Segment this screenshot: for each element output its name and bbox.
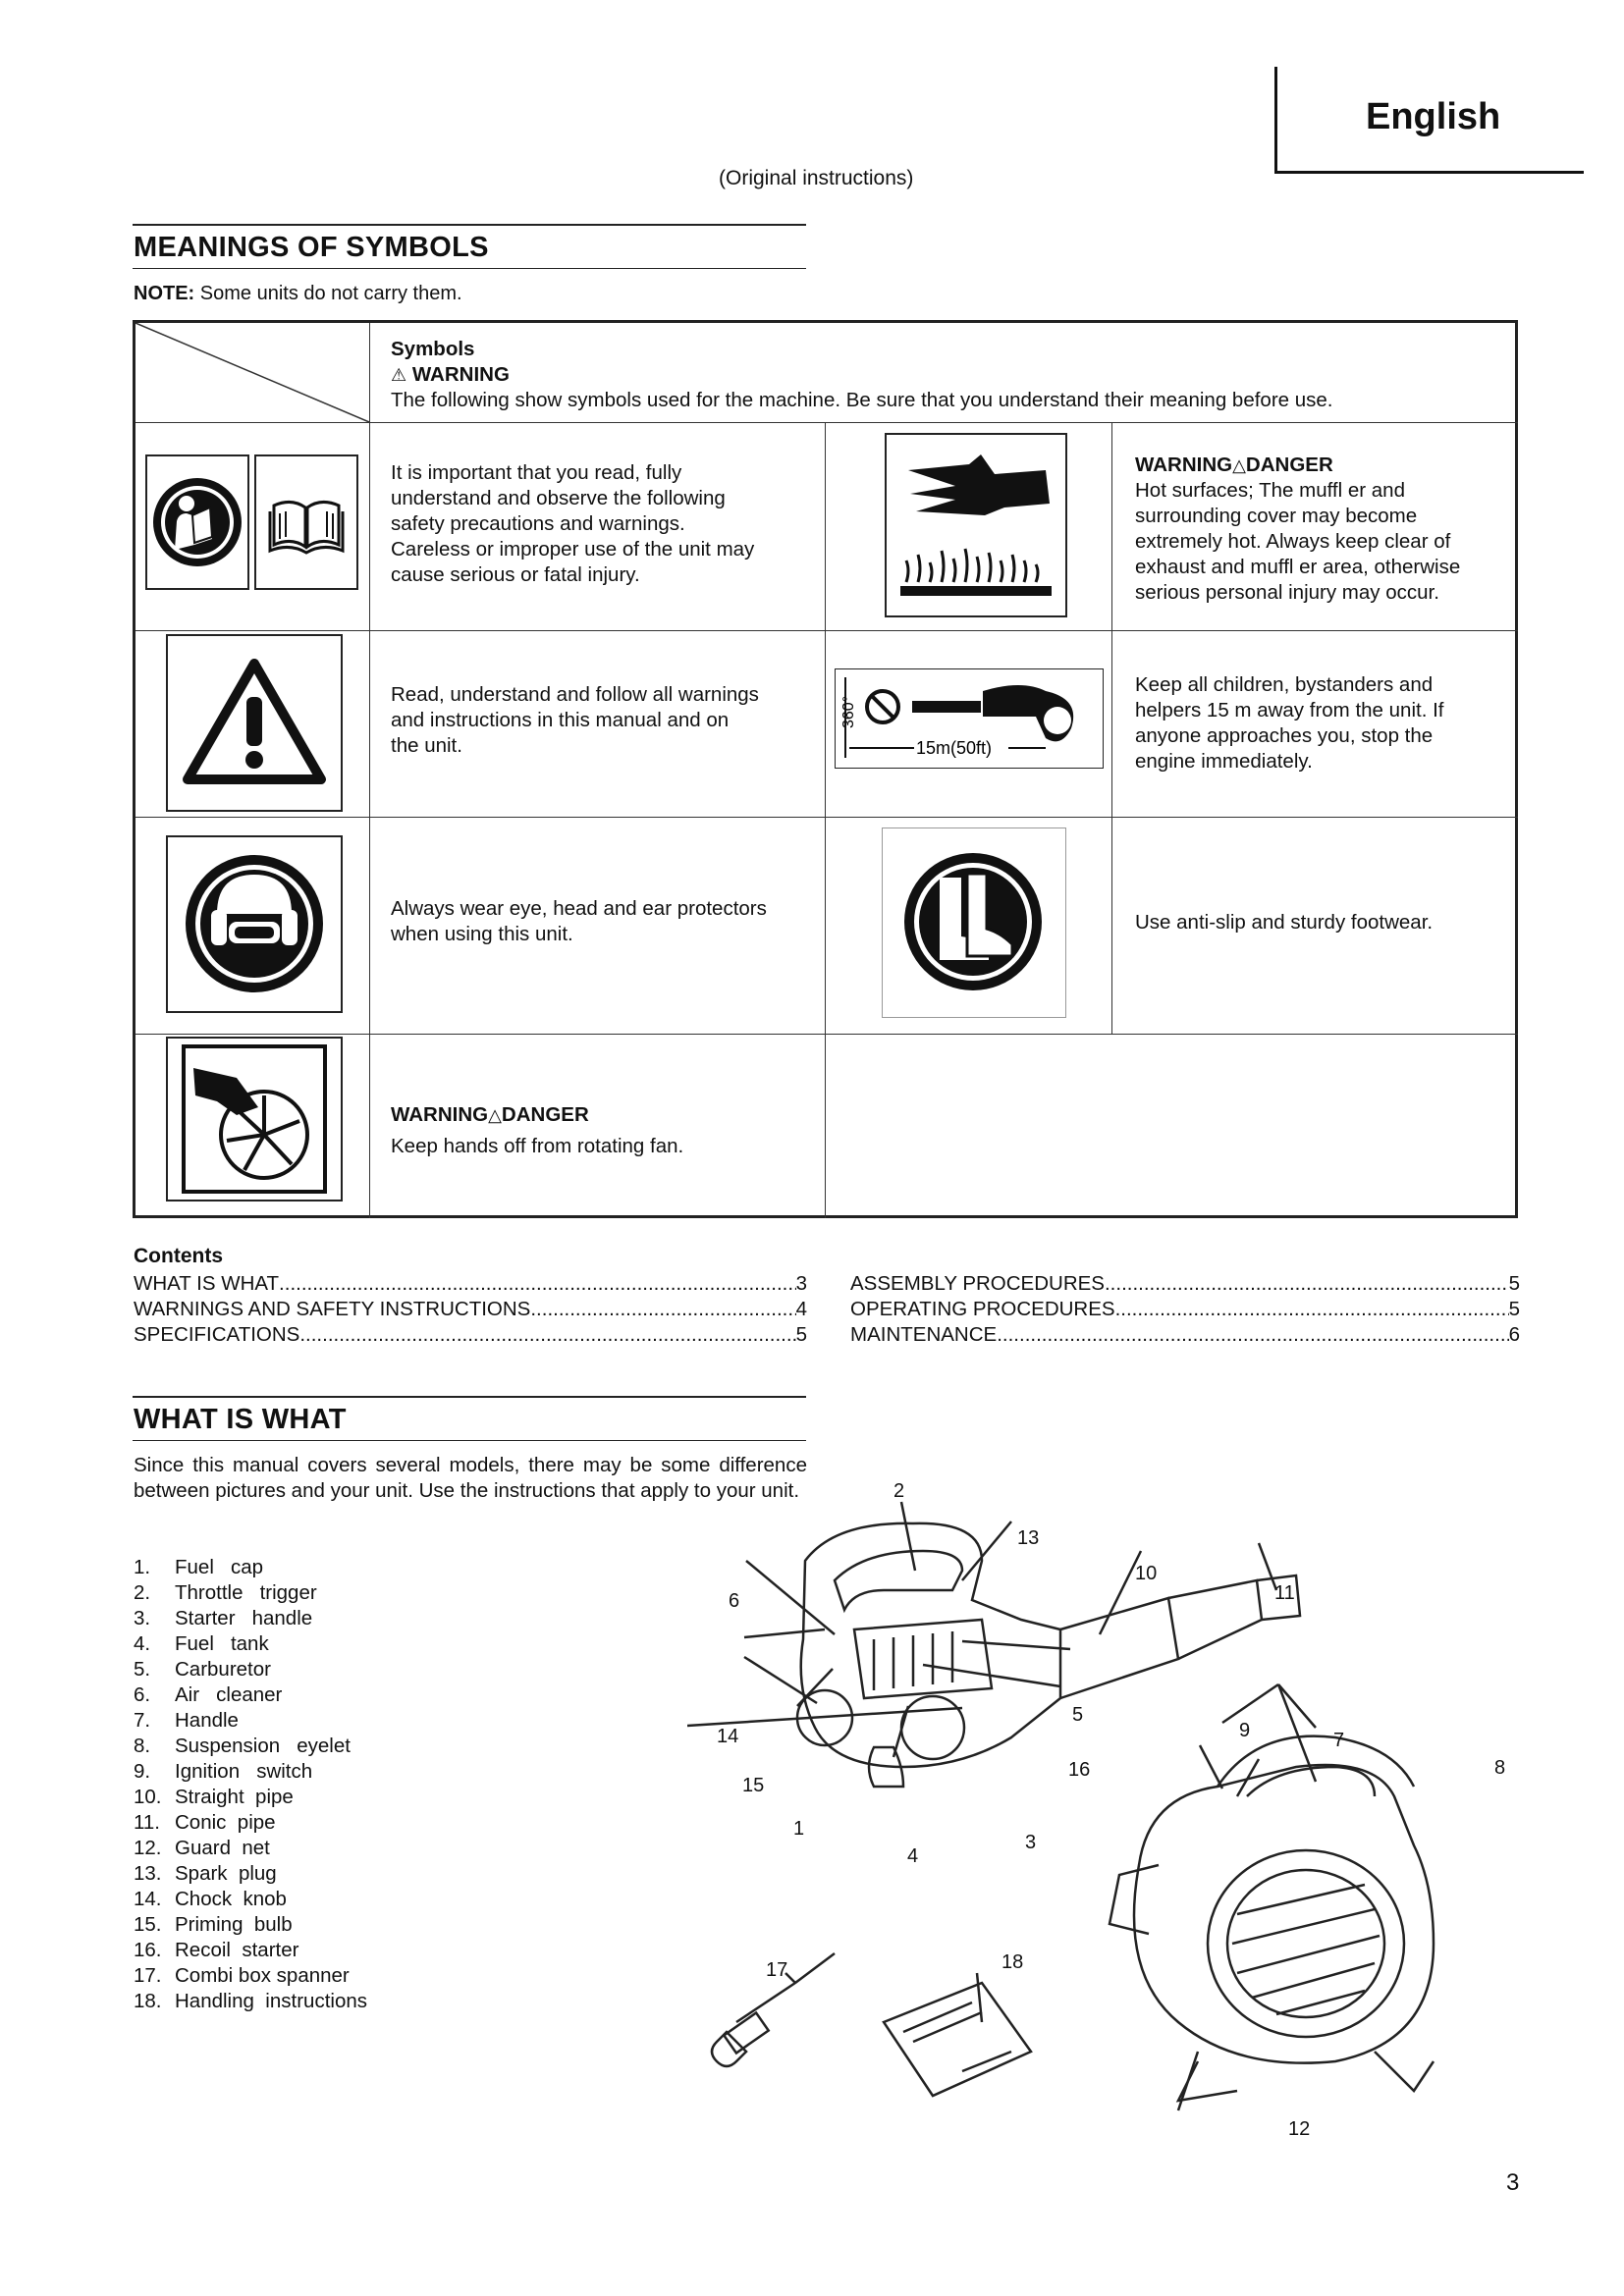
list-item: 6. Air cleaner (134, 1683, 283, 1706)
callout-1: 1 (793, 1818, 805, 1840)
list-item: 5. Carburetor (134, 1658, 271, 1681)
keep-distance-text: Keep all children, bystanders and helpers 15 m away from the unit. If anyone approaches you, stop the engine immediately. (1135, 673, 1444, 773)
callout-3: 3 (1025, 1832, 1037, 1853)
callout-16: 16 (1068, 1759, 1091, 1781)
note-text: Some units do not carry them. (194, 283, 462, 304)
header-warning: WARNING (411, 363, 510, 386)
language-label: English (1366, 96, 1501, 137)
protectors-text: Always wear eye, head and ear protectors when using this unit. (391, 897, 767, 945)
rotating-fan-icon (166, 1037, 343, 1201)
note-label: NOTE: (134, 283, 195, 304)
list-item: 11. Conic pipe (134, 1811, 276, 1834)
follow-warnings-text: Read, understand and follow all warnings and instructions in this manual and on the unit. (391, 683, 759, 757)
book-icon (254, 454, 358, 590)
callout-15: 15 (742, 1775, 765, 1796)
list-item: 1. Fuel cap (134, 1556, 264, 1578)
symbols-heading: MEANINGS OF SYMBOLS (134, 232, 489, 263)
section-rule (133, 1396, 806, 1398)
list-item: 10. Straight pipe (134, 1786, 294, 1808)
what-is-what-heading: WHAT IS WHAT (134, 1404, 347, 1435)
list-item: 8. Suspension eyelet (134, 1735, 351, 1757)
header-diagonal (135, 323, 369, 422)
list-item: 15. Priming bulb (134, 1913, 293, 1936)
page-number: 3 (1506, 2169, 1520, 2196)
callout-17: 17 (766, 1959, 788, 1981)
footwear-text: Use anti-slip and sturdy footwear. (1135, 911, 1434, 934)
toc-entry[interactable]: WHAT IS WHAT ..... 3 (134, 1272, 807, 1296)
toc-entry[interactable]: MAINTENANCE ..... 6 (850, 1323, 1520, 1347)
list-item: 9. Ignition switch (134, 1760, 313, 1783)
callout-14: 14 (717, 1726, 739, 1747)
list-item: 4. Fuel tank (134, 1632, 269, 1655)
list-item: 14. Chock knob (134, 1888, 287, 1910)
distance-label: 15m(50ft) (916, 738, 993, 758)
list-item: 13. Spark plug (134, 1862, 277, 1885)
list-item: 7. Handle (134, 1709, 239, 1732)
callout-9: 9 (1239, 1720, 1251, 1741)
list-item: 18. Handling instructions (134, 1990, 367, 2012)
warning-triangle-icon: △ (488, 1105, 502, 1125)
note (134, 283, 462, 305)
symbols-table (133, 320, 1518, 1218)
callout-4: 4 (907, 1845, 919, 1867)
distance-angle: 360° (840, 695, 857, 728)
callout-18: 18 (1001, 1951, 1024, 1973)
section-rule (133, 224, 806, 226)
protective-gear-icon (166, 835, 343, 1013)
rotating-fan-text: WARNING△DANGER Keep hands off from rotating fan. (391, 1103, 684, 1157)
list-item: 3. Starter handle (134, 1607, 313, 1629)
read-manual-icon (145, 454, 249, 590)
original-instructions-label: (Original instructions) (719, 167, 914, 189)
hot-surface-icon (885, 433, 1067, 617)
callout-12: 12 (1288, 2118, 1311, 2140)
warning-triangle-icon: △ (1232, 455, 1246, 475)
toc-entry[interactable]: WARNINGS AND SAFETY INSTRUCTIONS ..... 4 (134, 1298, 807, 1321)
section-rule (133, 268, 806, 269)
list-item: 2. Throttle trigger (134, 1581, 317, 1604)
warning-triangle-icon: ⚠ (391, 365, 407, 385)
callout-6: 6 (729, 1590, 740, 1612)
toc-entry[interactable]: OPERATING PROCEDURES ..... 5 (850, 1298, 1520, 1321)
list-item: 12. Guard net (134, 1837, 270, 1859)
callout-13: 13 (1017, 1527, 1040, 1549)
table-header (391, 337, 1333, 413)
symbols-title: Symbols (391, 338, 475, 360)
keep-distance-icon (835, 668, 1104, 769)
section-rule (133, 1440, 806, 1441)
toc-entry[interactable]: SPECIFICATIONS ..... 5 (134, 1323, 807, 1347)
parts-list (134, 1555, 367, 2014)
callout-2: 2 (893, 1480, 905, 1502)
blower-illustration (687, 1472, 1522, 2160)
toc-entry[interactable]: ASSEMBLY PROCEDURES ..... 5 (850, 1272, 1520, 1296)
warning-sign-icon (166, 634, 343, 812)
hot-surface-text: WARNING△DANGER Hot surfaces; The muffl er and surrounding cover may become extremely hot. Always keep clear of exhaust and muffl er area, otherwise serious personal injury may occur. (1135, 454, 1461, 604)
header-text: The following show symbols used for the machine. Be sure that you understand their meaning before use. (391, 389, 1333, 411)
callout-8: 8 (1494, 1757, 1506, 1779)
intro-paragraph: Since this manual covers several models, there may be some difference between pictures and your unit. Use the instructions that apply to your unit. (134, 1454, 807, 1502)
callout-11: 11 (1274, 1582, 1295, 1604)
callout-7: 7 (1333, 1730, 1345, 1751)
contents-title: Contents (134, 1245, 223, 1267)
language-tab (1274, 67, 1584, 174)
callout-5: 5 (1072, 1704, 1084, 1726)
list-item: 17. Combi box spanner (134, 1964, 350, 1987)
callout-10: 10 (1135, 1563, 1158, 1584)
read-manual-text: It is important that you read, fully understand and observe the following safety precautions and warnings. Careless or improper use of the unit may cause serious or fatal injury. (391, 461, 755, 586)
boots-icon (882, 828, 1066, 1018)
list-item: 16. Recoil starter (134, 1939, 299, 1961)
